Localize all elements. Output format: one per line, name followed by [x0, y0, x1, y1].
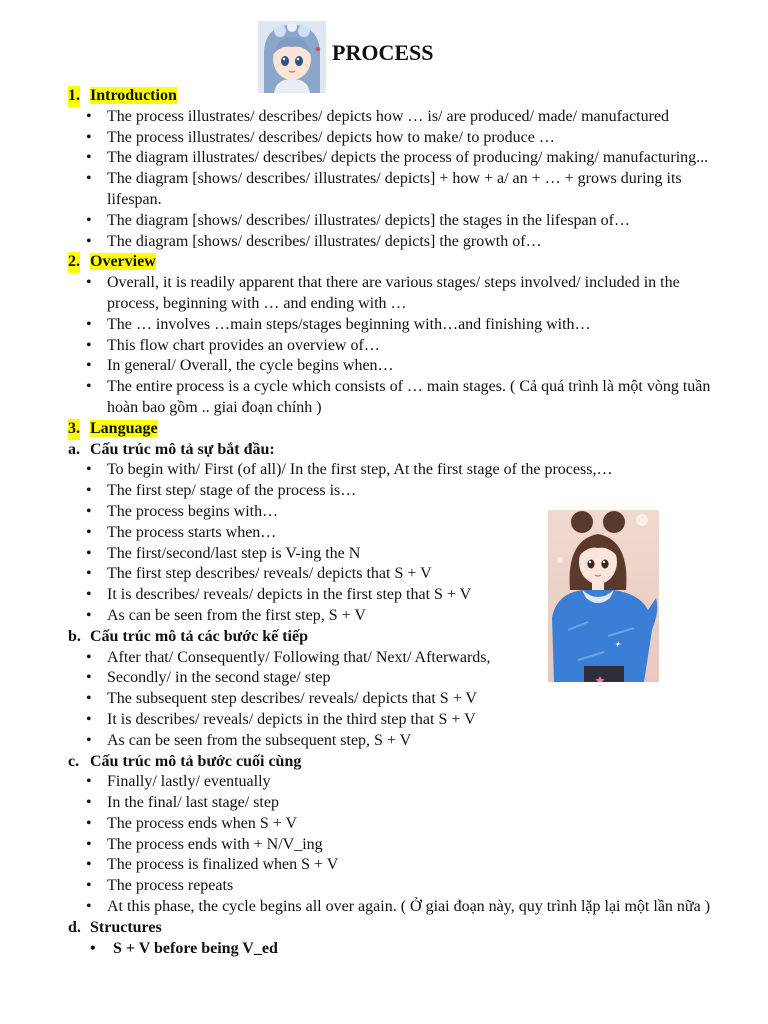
list-item: • It is describes/ reveals/ depicts in the first step that S + V — [0, 585, 768, 606]
subsection-title: Cấu trúc mô tả bước cuối cùng — [90, 752, 302, 770]
list-item: • It is describes/ reveals/ depicts in the third step that S + V — [0, 710, 768, 731]
list-item: • The process illustrates/ describes/ depicts how to make/ to produce … — [0, 128, 768, 149]
list-item: • At this phase, the cycle begins all over again. ( Ở giai đoạn này, quy trình lặp lại một lần nữa ) — [0, 897, 768, 918]
subsection-heading-d — [0, 918, 768, 939]
section-heading-language — [0, 419, 768, 440]
list-item: • After that/ Consequently/ Following that/ Next/ Afterwards, — [0, 648, 768, 669]
list-item: • The diagram illustrates/ describes/ depicts the process of producing/ making/ manufacturing... — [0, 148, 768, 169]
title-block — [258, 20, 433, 94]
list-item: • The diagram [shows/ describes/ illustrates/ depicts] + how + a/ an + … + grows during its lifespan. — [0, 169, 768, 211]
page-title: PROCESS — [332, 40, 434, 65]
list-item: • The first/second/last step is V-ing the N — [0, 544, 768, 565]
list-item: • In general/ Overall, the cycle begins when… — [0, 356, 768, 377]
list-item: • The process illustrates/ describes/ depicts how … is/ are produced/ made/ manufactured — [0, 107, 768, 128]
list-item: • The subsequent step describes/ reveals/ depicts that S + V — [0, 689, 768, 710]
list-item: • The process ends with + N/V_ing — [0, 835, 768, 856]
subsection-letter: d. — [68, 918, 81, 936]
list-item: • S + V before being V_ed — [0, 939, 768, 960]
section-number: 3. — [68, 419, 80, 440]
list-item: • The process repeats — [0, 876, 768, 897]
list-item: • The process starts when… — [0, 523, 768, 544]
section-number: 2. — [68, 252, 80, 273]
list-item: • Finally/ lastly/ eventually — [0, 772, 768, 793]
introduction-list — [0, 107, 768, 253]
subsection-title: Cấu trúc mô tả các bước kế tiếp — [90, 627, 308, 645]
structures-list — [0, 939, 768, 960]
list-item: • The diagram [shows/ describes/ illustrates/ depicts] the stages in the lifespan of… — [0, 211, 768, 232]
list-item: • The … involves …main steps/stages beginning with…and finishing with… — [0, 315, 768, 336]
subsection-letter: b. — [68, 627, 81, 645]
subsection-heading-a — [0, 440, 768, 461]
overview-list — [0, 273, 768, 419]
list-item: • As can be seen from the first step, S + V — [0, 606, 768, 627]
section-title: Language — [90, 419, 158, 437]
list-item: • The first step/ stage of the process is… — [0, 481, 768, 502]
section-heading-overview — [0, 252, 768, 273]
list-item: • The entire process is a cycle which consists of … main stages. ( Cả quá trình là một vòng tuần hoàn bao gồm .. giai đoạn chính ) — [0, 377, 768, 419]
list-item: • The diagram [shows/ describes/ illustrates/ depicts] the growth of… — [0, 232, 768, 253]
anime-girl-avatar-icon — [258, 21, 326, 93]
subsection-heading-c — [0, 752, 768, 773]
section-heading-introduction — [0, 86, 768, 107]
list-item: • Secondly/ in the second stage/ step — [0, 668, 768, 689]
list-item: • The process ends when S + V — [0, 814, 768, 835]
section-title: Overview — [90, 253, 156, 271]
subsection-title: Structures — [90, 918, 162, 936]
subsection-letter: a. — [68, 440, 80, 458]
svg-text:✦: ✦ — [614, 640, 621, 649]
list-item: • The process is finalized when S + V — [0, 855, 768, 876]
list-item: • This flow chart provides an overview of… — [0, 336, 768, 357]
final-step-structures-list — [0, 772, 768, 918]
list-item: • The first step describes/ reveals/ depicts that S + V — [0, 564, 768, 585]
section-number: 1. — [68, 86, 80, 107]
subsection-letter: c. — [68, 752, 80, 770]
list-item: • Overall, it is readily apparent that there are various stages/ steps involved/ included in the process, beginning with … and ending with … — [0, 273, 768, 315]
list-item: • The process begins with… — [0, 502, 768, 523]
list-item: • In the final/ last stage/ step — [0, 793, 768, 814]
list-item: • As can be seen from the subsequent step, S + V — [0, 731, 768, 752]
anime-girl-blue-sweater-illustration — [548, 510, 659, 682]
section-title: Introduction — [90, 87, 177, 104]
subsection-title: Cấu trúc mô tả sự bắt đầu: — [90, 440, 275, 458]
list-item: • To begin with/ First (of all)/ In the first step, At the first stage of the process,… — [0, 460, 768, 481]
